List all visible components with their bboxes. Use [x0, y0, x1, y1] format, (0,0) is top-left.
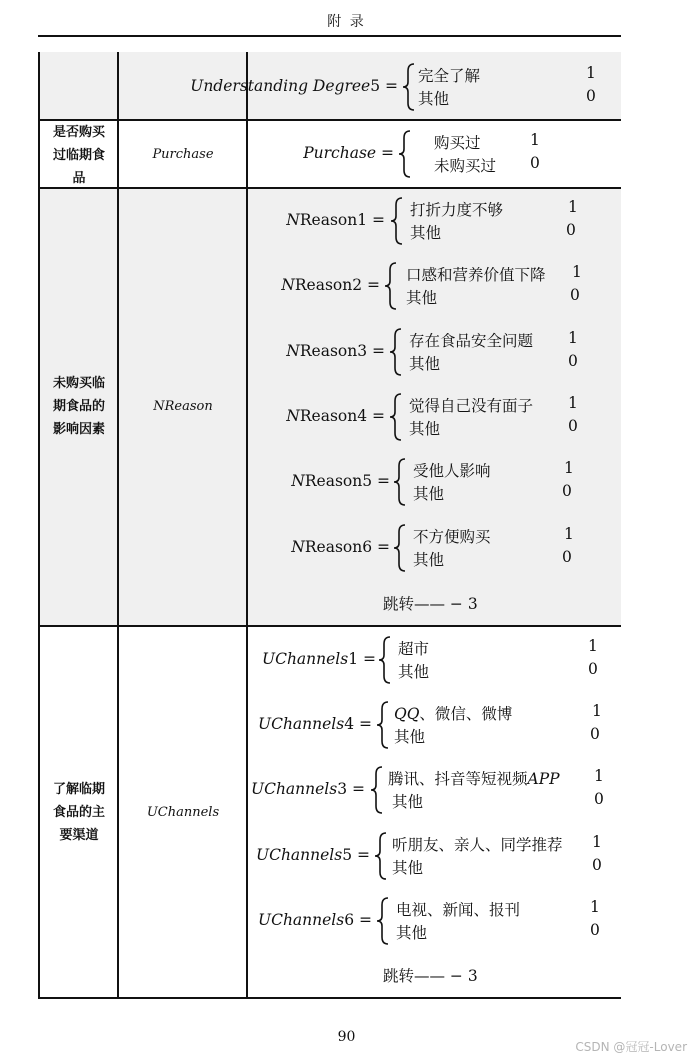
value-2: 0	[590, 921, 600, 939]
option-1: 存在食品安全问题	[409, 332, 534, 350]
formula-lhs-var: UChannels	[251, 780, 338, 798]
option-1	[388, 767, 560, 789]
formula-nreason4	[250, 392, 620, 442]
value-2: 0	[568, 352, 578, 370]
option-2: 其他	[413, 551, 445, 569]
running-header: 附 录	[327, 14, 366, 30]
formula-uchannels5	[250, 831, 620, 881]
formula-lhs-suffix: 6 =	[344, 911, 372, 929]
col-rule-left	[38, 52, 40, 998]
value-1: 1	[588, 637, 598, 655]
skip-instruction-nreason: 跳转—— − 3	[383, 595, 478, 613]
row-label-line: 影响因素	[52, 422, 105, 437]
variable-name-uchannels: UChannels	[146, 805, 220, 820]
value-1: 1	[594, 767, 604, 785]
formula-lhs-var: UChannels	[258, 715, 345, 733]
rule-after-nreason	[38, 625, 621, 627]
value-2: 0	[562, 548, 572, 566]
formula-nreason2	[250, 261, 620, 311]
value-2: 0	[530, 154, 540, 172]
option-1: 购买过	[434, 134, 481, 152]
formula-lhs-suffix: =	[376, 144, 394, 162]
formula-lhs-suffix: 1 =	[348, 650, 376, 668]
option-2: 未购买过	[434, 157, 497, 175]
value-2: 0	[562, 482, 572, 500]
row-label-line: 了解临期	[52, 782, 105, 797]
formula-uchannels4	[250, 700, 620, 750]
col-rule-1	[117, 52, 119, 998]
formula-lhs-var: N	[281, 276, 295, 294]
left-brace-icon	[384, 262, 398, 310]
formula-lhs-suffix: 3 =	[337, 780, 365, 798]
formula-nreason3	[250, 327, 620, 377]
left-brace-icon	[390, 197, 404, 245]
formula-lhs-suffix: 4 =	[344, 715, 372, 733]
rule-after-purchase	[38, 187, 621, 189]
formula-purchase	[250, 129, 620, 179]
option-1-italic: QQ	[394, 705, 420, 723]
option-2: 其他	[392, 859, 424, 877]
value-1: 1	[564, 459, 574, 477]
value-1: 1	[530, 131, 540, 149]
option-1: 听朋友、亲人、同学推荐	[392, 836, 563, 854]
left-brace-icon	[393, 524, 407, 572]
option-1-text: 、微信、微博	[419, 705, 513, 723]
bottom-rule	[38, 997, 621, 999]
row-label-purchase	[40, 121, 118, 190]
formula-lhs-suffix: Reason1 =	[299, 211, 385, 229]
formula-lhs-var: Purchase	[303, 144, 377, 162]
value-2: 0	[594, 790, 604, 808]
option-1: 口感和营养价值下降	[406, 266, 546, 284]
formula-lhs-var: N	[286, 407, 300, 425]
option-1: 超市	[398, 640, 430, 658]
value-1: 1	[592, 833, 602, 851]
option-2: 其他	[418, 90, 450, 108]
variable-name-nreason: NReason	[153, 399, 213, 414]
watermark: CSDN @冠冠-Lover	[575, 1040, 687, 1054]
formula-lhs-suffix: Reason3 =	[299, 342, 385, 360]
option-1	[394, 702, 512, 724]
option-1-text: 腾讯、抖音等短视频	[388, 770, 528, 788]
formula-lhs-var: N	[291, 472, 305, 490]
formula-lhs-var: N	[291, 538, 305, 556]
value-1: 1	[568, 329, 578, 347]
row-label-line: 期食品的	[52, 399, 105, 414]
left-brace-icon	[402, 63, 416, 111]
formula-lhs-suffix: Reason6 =	[304, 538, 390, 556]
row-label-line: 品	[72, 171, 86, 186]
variable-name-purchase: Purchase	[152, 147, 214, 162]
option-2: 其他	[409, 420, 441, 438]
left-brace-icon	[398, 130, 412, 178]
rule-after-understanding	[38, 119, 621, 121]
option-1: 受他人影响	[413, 462, 491, 480]
col-rule-2	[246, 52, 248, 998]
formula-uchannels6	[250, 896, 620, 946]
left-brace-icon	[376, 897, 390, 945]
option-2: 其他	[409, 355, 441, 373]
option-2: 其他	[410, 224, 442, 242]
option-2: 其他	[394, 728, 426, 746]
option-1: 完全了解	[418, 67, 481, 85]
value-1: 1	[572, 263, 582, 281]
option-1: 打折力度不够	[410, 201, 504, 219]
left-brace-icon	[374, 832, 388, 880]
option-1: 不方便购买	[413, 528, 491, 546]
value-2: 0	[586, 87, 596, 105]
option-2: 其他	[406, 289, 438, 307]
value-2: 0	[592, 856, 602, 874]
value-1: 1	[590, 898, 600, 916]
formula-lhs-var: UChannels	[256, 846, 343, 864]
formula-lhs-suffix: 5 =	[342, 846, 370, 864]
row-label-line: 要渠道	[59, 828, 99, 843]
value-2: 0	[588, 660, 598, 678]
formula-lhs-var: Understanding Degree	[190, 77, 371, 95]
formula-uchannels3	[250, 765, 620, 815]
row-label-line: 过临期食	[52, 148, 105, 163]
formula-nreason6	[250, 523, 620, 573]
value-1: 1	[564, 525, 574, 543]
top-rule	[38, 35, 621, 37]
left-brace-icon	[393, 458, 407, 506]
formula-lhs-var: UChannels	[258, 911, 345, 929]
row-label-line: 未购买临	[52, 376, 105, 391]
value-2: 0	[570, 286, 580, 304]
page-number: 90	[337, 1029, 356, 1045]
formula-understanding-degree5	[190, 62, 620, 112]
formula-lhs-suffix: Reason2 =	[294, 276, 380, 294]
formula-lhs-var: N	[286, 211, 300, 229]
formula-nreason5	[250, 457, 620, 507]
option-2: 其他	[413, 485, 445, 503]
formula-lhs-suffix: 5 =	[370, 77, 398, 95]
value-2: 0	[590, 725, 600, 743]
formula-lhs-var: UChannels	[262, 650, 349, 668]
formula-lhs-suffix: Reason4 =	[299, 407, 385, 425]
value-1: 1	[586, 64, 596, 82]
left-brace-icon	[370, 766, 384, 814]
value-1: 1	[568, 198, 578, 216]
value-2: 0	[568, 417, 578, 435]
option-1: 电视、新闻、报刊	[396, 901, 521, 919]
skip-instruction-uchannels: 跳转—— − 3	[383, 967, 478, 985]
formula-nreason1	[250, 196, 620, 246]
value-1: 1	[568, 394, 578, 412]
row-label-line: 食品的主	[52, 805, 105, 820]
option-1: 觉得自己没有面子	[409, 397, 534, 415]
formula-uchannels1	[250, 635, 620, 685]
left-brace-icon	[376, 701, 390, 749]
row-label-line: 是否购买	[52, 125, 105, 140]
option-2: 其他	[392, 793, 424, 811]
left-brace-icon	[389, 393, 403, 441]
left-brace-icon	[378, 636, 392, 684]
value-2: 0	[566, 221, 576, 239]
row-label-nreason	[40, 372, 118, 441]
row-label-uchannels	[40, 778, 118, 847]
option-1-italic: APP	[527, 770, 560, 788]
option-2: 其他	[396, 924, 428, 942]
formula-lhs-var: N	[286, 342, 300, 360]
value-1: 1	[592, 702, 602, 720]
option-2: 其他	[398, 663, 430, 681]
formula-lhs-suffix: Reason5 =	[304, 472, 390, 490]
left-brace-icon	[389, 328, 403, 376]
